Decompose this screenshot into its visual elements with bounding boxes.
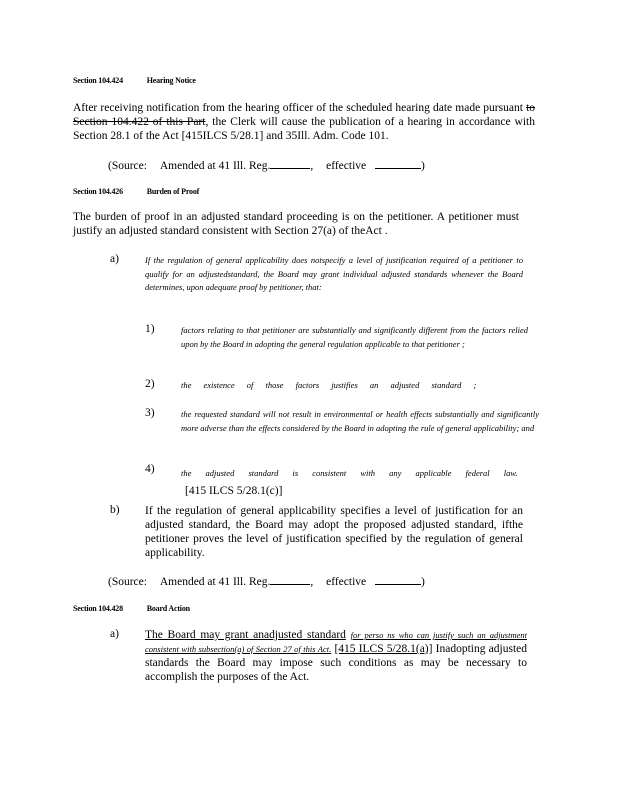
p424-line1: After receiving notification from the hearing officer of the scheduled hearing date made pursuant	[73, 102, 523, 114]
p424-struck-text: to Section 104.422 of this Part	[73, 102, 536, 128]
source-note-2: (Source: Amended at 41 Ill. Reg. , effective )	[108, 573, 425, 588]
source-label: (Source:	[108, 160, 147, 172]
p424-line3: with Section 28.1 of the Act [415ILCS 5/28.1] and 35Ill. Adm. Code 101.	[73, 116, 535, 142]
section-104-426-heading	[73, 187, 199, 196]
section-104-428-heading	[73, 604, 190, 613]
item-428a-text	[145, 628, 527, 684]
item-b-text: If the regulation of general applicability specifies a level of justification for an adjusted standard, the Board may adopt the proposed adjusted standard, ifthe petitioner proves the level of justification specified by the regulation of general applicability.	[145, 505, 523, 559]
section-title: Board Action	[146, 604, 190, 613]
section-title: Burden of Proof	[146, 187, 200, 196]
section-104-424-heading	[73, 76, 196, 85]
source-effective: effective	[326, 160, 367, 172]
section-title: Hearing Notice	[146, 76, 196, 85]
source-label: (Source:	[108, 576, 147, 588]
paragraph-104-424	[73, 101, 535, 143]
source-close: )	[421, 160, 425, 172]
subitem-3-label: 3)	[145, 407, 155, 419]
underlined-citation: [415 ILCS 5/28.1(a)]	[334, 643, 433, 655]
blank-line	[375, 157, 421, 169]
item-428a-label: a)	[110, 628, 119, 640]
item-a-label: a)	[110, 253, 119, 265]
source-close: )	[421, 576, 425, 588]
subitem-2-label: 2)	[145, 378, 155, 390]
section-number: Section 104.428	[73, 604, 123, 613]
underlined-italic-text: for perso ns who can justify such an adjustment consistent with subsection(a) of Section 27 of this Act.	[145, 630, 527, 654]
blank-line	[375, 573, 421, 585]
subitem-4-italic: the adjusted standard is consistent with any applicable federal law.	[181, 468, 518, 478]
item-a-text: If the regulation of general applicability does notspecify a level of justification required of a petitioner to qualify for an adjustedstandard, the Board may grant individual adjusted standards whenever the Board determines, upon adequate proof by petitioner, that:	[145, 255, 523, 292]
subitem-4-citation: [415 ILCS 5/28.1(c)]	[185, 485, 283, 497]
p426-line1: The burden of proof in an adjusted standard proceeding is on the petitioner. A petitioner must	[73, 211, 519, 223]
subitem-1-label: 1)	[145, 323, 155, 335]
section-number: Section 104.424	[73, 76, 123, 85]
blank-line	[270, 573, 310, 585]
source-amended: Amended at 41 Ill. Reg.	[159, 160, 271, 172]
source-effective: effective	[326, 576, 367, 588]
underlined-text: The Board may grant anadjusted standard	[145, 629, 346, 641]
subitem-2-text: the existence of those factors justifies an adjusted standard ;	[181, 380, 477, 390]
item-428a-rest: Inadopting adjusted standards the Board may impose such conditions as may be necessary to accomplish the purposes of the Act.	[145, 643, 528, 683]
paragraph-104-426	[73, 210, 519, 238]
section-number: Section 104.426	[73, 187, 123, 196]
p424-line2: , the Clerk will cause the publication of a hearing in accordance	[205, 116, 511, 128]
p426-line2: justify an adjusted standard consistent with Section 27(a) of theAct .	[73, 225, 388, 237]
subitem-4-label: 4)	[145, 463, 155, 475]
source-note-1: (Source: Amended at 41 Ill. Reg. , effective )	[108, 157, 425, 172]
source-amended: Amended at 41 Ill. Reg.	[159, 576, 271, 588]
subitem-4-text	[181, 463, 531, 499]
subitem-1-text: factors relating to that petitioner are substantially and significantly different from the factors relied upon by the Board in adopting the general regulation applicable to that petitioner ;	[181, 325, 528, 349]
blank-line	[270, 157, 310, 169]
item-b-label: b)	[110, 504, 120, 516]
subitem-3-text: the requested standard will not result in environmental or health effects substantially and significantly more adverse than the effects considered by the Board in adopting the rule of general applicability; and	[181, 409, 539, 433]
